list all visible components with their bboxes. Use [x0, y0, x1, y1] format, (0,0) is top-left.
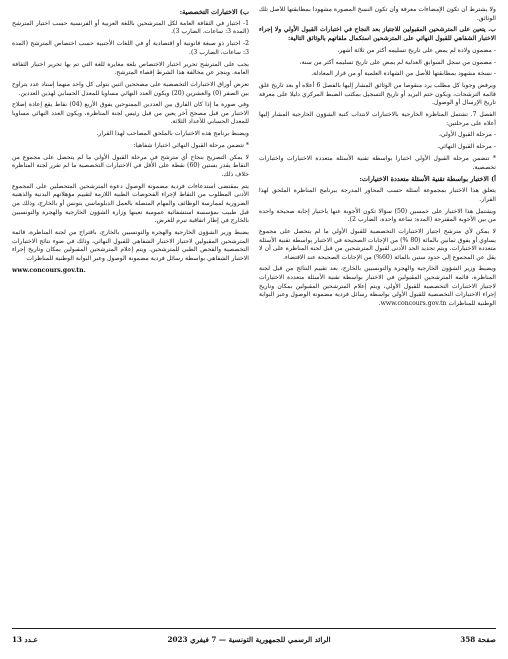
right-column-paragraph: - مضمون ولادة لم يمض على تاريخ تسليمه أكثر من ثلاثة أشهر، — [337, 46, 496, 54]
left-column-paragraph: تعرض أوراق الاختبارات التخصصية على مصححين اثنين يتولى كل واحد منهما إسناد عدد يتراوح بين الصفر (0) والعشرين (20) ويكون العدد النهائي مساويا للمعدل الحسابي لهذين العددين. — [12, 80, 249, 97]
left-column-paragraph: www.concours.gov.tn. — [12, 266, 86, 274]
left-column-paragraph: 2- اختبار ذو صبغة قانونية أو اقتصادية أو في اللغات الأجنبية حسب اختصاص المترشح (المدة 3: ساعات، الضارب 3). — [12, 40, 249, 56]
left-column-paragraph: وفي صورة ما إذا كان الفارق بين العددين الممنوحين يفوق الأربع (04) نقاط يقع إعادة إصلاح الاختبار من قبل مصحح آخر يعين من قبل رئيس لجنة المناظرة، ويكون العدد النهائي مساويا للمعدل الحسابي للأعداد الثلاثة. — [12, 101, 249, 126]
left-column-paragraph: يضبط وزير الشؤون الخارجية والهجرة والتونسيين بالخارج، باقتراح من لجنة المناظرة، قائمة المترشحين المقبولين لاجتياز الاختبار الشفاهي للقبول النهائي، وذلك في ضوء نتائج الاختبارات التخصصية والفحص الطبي للمترشحين. ويتم إعلام المترشحين المقبولين بمكان وتاريخ إجراء الاختبار الشفاهي بواسطة رسائل فردية مضمونة الوصول وعبر البوابة الوطنية للمناظرات — [12, 228, 249, 262]
left-column-paragraph: 1- اختبار في الثقافة العامة لكل المترشحين باللغة العربية أو الفرنسية حسب اختيار المترشح (المدة 3: ساعات، الضارب 3). — [12, 19, 249, 36]
right-column-paragraph: - مضمون من سجل السوابق العدلية لم يمض على تاريخ تسليمه أكثر من سنة، — [299, 58, 496, 66]
right-column-paragraph: أ) الاختبار بواسطة تقنية الأسئلة متعددة الاختيارات: — [359, 175, 496, 184]
text-columns — [12, 6, 496, 626]
page-number: صفحة 358 — [460, 634, 496, 644]
right-column-paragraph: ويرفض وجوبا كل مطلب يرد منقوصا من الوثائق المشار إليها بالفصل 6 أعلاه أو بعد تاريخ غلق قائمة الترشحات، ويكون ختم البريد أو تاريخ التسجيل بمكتب الضبط المركزي دليلا على معرفة تاريخ الإرسال أو الوصول. — [259, 82, 496, 107]
right-column-paragraph: - مرحلة القبول النهائي. — [437, 143, 496, 151]
left-column-paragraph: * تتضمن مرحلة القبول النهائي اختبارا شفاهيا: — [133, 142, 249, 150]
left-column-paragraph: لا يمكن التصريح بنجاح أي مترشح في مرحلة القبول الأولي ما لم يتحصل على مجموع من النقاط يقدر بستين (60) نقطة على الأقل في الاختبارات التخصصية ما لم تقرر لجنة المناظرة خلاف ذلك. — [12, 153, 249, 178]
right-column-paragraph: - مرحلة القبول الأولي، — [438, 131, 496, 139]
left-column-paragraph: يتم بمقتضى استدعاءات فردية مضمونة الوصول دعوة المترشحين المتحصلين على المجموع الأدنى المطلوب من النقاط لإجراء الفحوصات الطبية اللازمة لتقييم مؤهلاتهم البدنية والذهنية الضرورية لممارسة الوظائف والمهام المتصلة بالعمل الدبلوماسي بتونس أو بالخارج، وذلك من قبل طبيب بمؤسسة استشفائية عمومية تعينها وزارة الشؤون الخارجية والهجرة والتونسيين بالخارج في إطار اتفاقية تبرم للغرض. — [12, 182, 249, 225]
journal-title: الرائد الرسمي للجمهورية التونسية — 7 فيفري 2023 — [167, 634, 331, 644]
issue-number: عـدد 13 — [12, 634, 38, 644]
right-column-paragraph: ولا يشترط أن تكون الإمضاءات معرفة وأن تكون النسخ المصورة مشهودا بمطابقتها للأصل تلك الوثائق. — [259, 6, 496, 22]
right-column-paragraph: ب. يتعين على المترشحين المقبولين للاجتياز بعد النجاح في اختبارات القبول الأولي ولا إجراء الاختبار الشفاهي للقبول النهائي على المترشحين استكمال ملفاتهم بالوثائق التالية: — [259, 26, 496, 42]
right-column — [259, 6, 496, 626]
right-column-paragraph: * تتضمن مرحلة القبول الأولي اختبارا بواسطة تقنية الأسئلة متعددة الاختيارات واختبارات تخصصية. — [259, 155, 496, 171]
left-column-paragraph: ب) الاختبارات التخصصية: — [179, 8, 249, 16]
footer-rule — [12, 628, 496, 629]
left-column-paragraph: يجب على المترشح تحرير اختبار الاختصاص بلغة مغايرة للغة التي تم بها تحرير اختبار الثقافة العامة. وينجر عن مخالفة هذا الشرط إقصاء المترشح. — [12, 60, 249, 77]
left-column — [12, 6, 249, 626]
right-column-paragraph: يتعلق هذا الاختبار بمجموعة أسئلة حسب المحاور المدرجة ببرنامج المناظرة الملحق لهذا القرار. — [259, 187, 496, 203]
right-column-paragraph: - نسخة مشهود بمطابقتها للأصل من الشهادة العلمية أو من قرار المعادلة. — [311, 70, 496, 78]
right-column-paragraph: الفصل 7. تشتمل المناظرة الخارجية بالاختبارات لانتداب كتبة الشؤون الخارجية المشار إليها أعلاه على مرحلتين: — [259, 111, 496, 127]
right-column-paragraph: ويشتمل هذا الاختبار على خمسين (50) سؤالا تكون الأجوبة عنها باختيار إجابة صحيحة واحدة من بين الأجوبة المقترحة (المدة: ساعة واحدة، الضارب 2). — [259, 207, 496, 224]
left-column-paragraph: ويضبط برنامج هذه الاختبارات بالملحق المصاحب لهذا القرار. — [96, 130, 249, 138]
page-footer — [12, 632, 496, 646]
right-column-paragraph: ويضبط وزير الشؤون الخارجية والهجرة والتونسيين بالخارج، بعد تقييم النتائج من قبل لجنة المناظرة، قائمة المترشحين المقبولين في الاختبار بواسطة تقنية الأسئلة متعددة الاختيارات لاجتياز الاختبارات التخصصية للقبول الأولي، ويتم إعلام المترشحين المقبولين بمكان وتاريخ إجراء الاختبارات التخصصية للقبول الأولي بواسطة رسائل فردية مضمونة الوصول وعبر البوابة الوطنية للمناظرات www.concours.gov.tn. — [259, 265, 496, 307]
right-column-paragraph: لا يمكن لأي مترشح اجتياز الاختبارات التخصصية للقبول الأولي ما لم يتحصل على مجموع يساوي أو يفوق ثمانين بالمائة (80 %) من الإجابات الصحيحة في الاختبار بواسطة تقنية الأسئلة متعددة الاختيارات. ويتم تحديد الحد الأدنى لقبول المترشحين من قبل لجنة المناظرة على أن لا يقل عن المجموع إلى حدود ستين بالمائة (60%) من الإجابات الصحيحة عند الاقتضاء. — [259, 227, 496, 261]
